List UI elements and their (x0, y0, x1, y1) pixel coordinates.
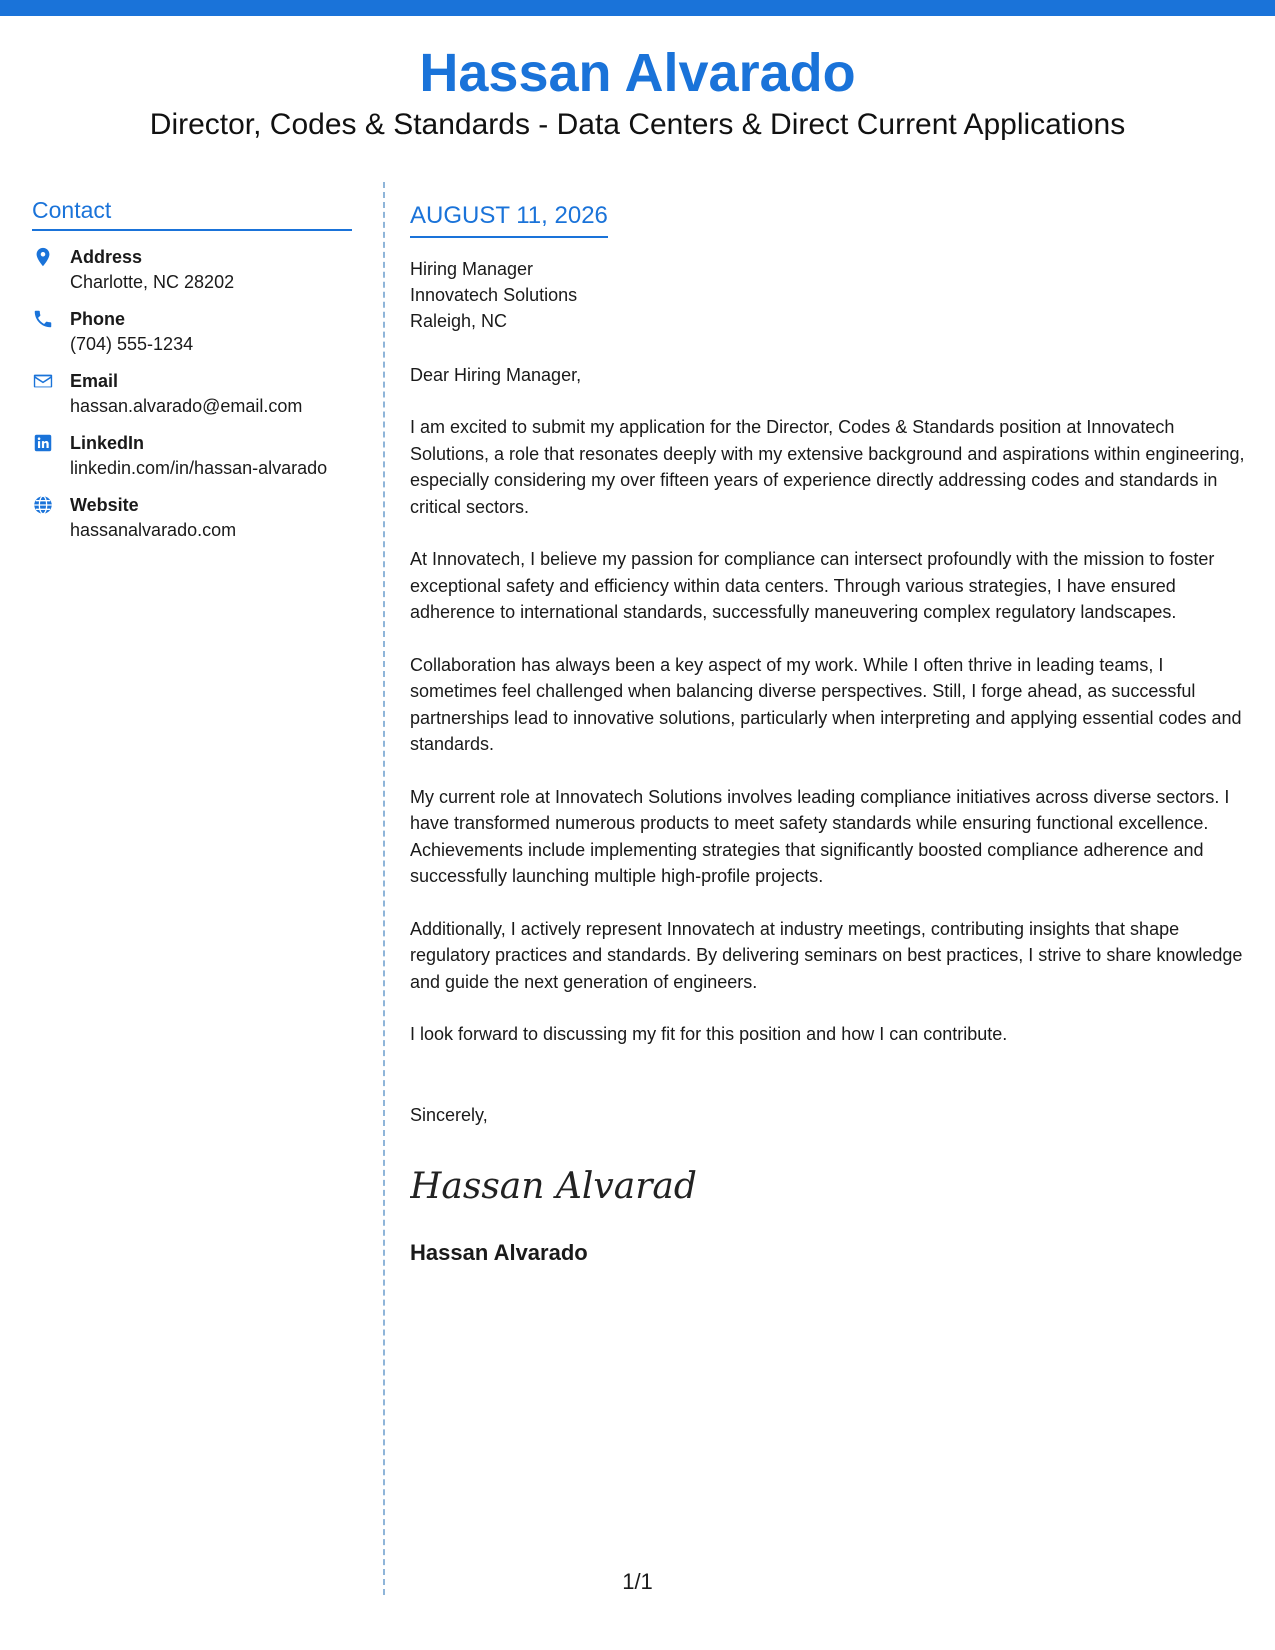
linkedin-value[interactable]: linkedin.com/in/hassan-alvarado (70, 458, 328, 478)
paragraph: Collaboration has always been a key aspect of my work. While I often thrive in leading teams, I sometimes feel challenged when balancing diverse perspectives. Still, I forge ahead, as successful partnerships lead to innovative solutions, particularly when interpreting and applying essential codes and standards. (410, 654, 1242, 754)
handwritten-signature (410, 1156, 1250, 1216)
contact-phone (32, 307, 352, 357)
column-divider (383, 182, 385, 1595)
contact-label: LinkedIn (70, 433, 145, 453)
contact-email (32, 369, 352, 419)
phone-icon (32, 308, 54, 330)
contact-sidebar (32, 195, 352, 555)
paragraph: Additionally, I actively represent Innovatech at industry meetings, contributing insights that shape regulatory practices and standards. By delivering seminars on best practices, I strive to share knowledge and guide the next generation of engineers. (410, 918, 1243, 992)
contact-label: Phone (70, 309, 126, 329)
linkedin-icon (32, 432, 54, 454)
email-value[interactable]: hassan.alvarado@email.com (70, 396, 303, 416)
paragraph: At Innovatech, I believe my passion for compliance can intersect profoundly with the mission to foster exceptional safety and efficiency within data centers. Through various strategies, I have ensured adherence to international standards, successfully maneuvering complex regulatory landscapes. (410, 549, 1215, 622)
paragraph: I am excited to submit my application for the Director, Codes & Standards position at Innovatech Solutions, a role that resonates deeply with my extensive background and aspirations within engineering, especially considering my over fifteen years of experience directly addressing codes and standards in critical sectors. (410, 417, 1245, 517)
contact-website (32, 493, 352, 543)
recipient-location: Raleigh, NC (410, 311, 508, 331)
contact-label: Website (70, 495, 139, 515)
contact-heading: Contact (32, 195, 352, 231)
address-value: Charlotte, NC 28202 (70, 272, 235, 292)
letter-date: AUGUST 11, 2026 (410, 200, 608, 238)
globe-icon (32, 494, 54, 516)
job-title: Director, Codes & Standards - Data Centers & Direct Current Applications (149, 108, 1126, 141)
recipient-name: Hiring Manager (410, 259, 534, 279)
page-number: 1/1 (622, 1569, 653, 1594)
closing: Sincerely, (410, 1104, 488, 1125)
signature-text: Hassan Alvarad (410, 1165, 697, 1207)
contact-linkedin (32, 431, 352, 481)
applicant-name: Hassan Alvarado (419, 43, 856, 103)
contact-address (32, 245, 352, 295)
paragraph: I look forward to discussing my fit for this position and how I can contribute. (410, 1024, 1008, 1044)
contact-label: Address (70, 247, 143, 267)
signer-name: Hassan Alvarado (410, 1239, 588, 1265)
paragraph: My current role at Innovatech Solutions involves leading compliance initiatives across diverse sectors. I have transformed numerous products to meet safety standards while ensuring functional excellence. Achievements include implementing strategies that significantly boosted compliance adherence and successfully launching multiple high-profile projects. (410, 786, 1230, 886)
recipient-company: Innovatech Solutions (410, 285, 578, 305)
recipient-block (410, 256, 1250, 334)
envelope-icon (32, 370, 54, 392)
top-accent-bar (0, 0, 1275, 16)
contact-label: Email (70, 371, 119, 391)
header (0, 40, 1275, 144)
map-pin-icon (32, 246, 54, 268)
phone-value: (704) 555-1234 (70, 334, 194, 354)
greeting: Dear Hiring Manager, (410, 365, 582, 385)
letter-body (410, 200, 1250, 1268)
website-value[interactable]: hassanalvarado.com (70, 520, 237, 540)
